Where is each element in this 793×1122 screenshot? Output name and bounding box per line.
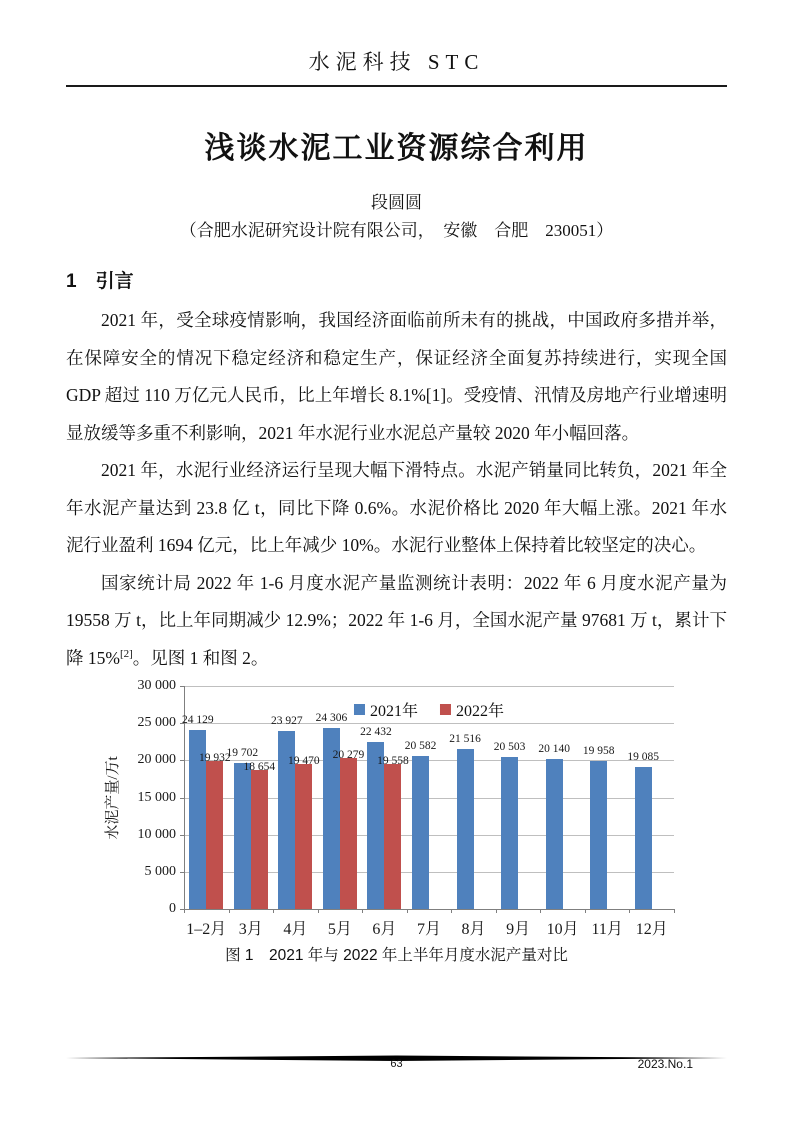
x-tick-label: 8月 — [461, 921, 486, 938]
bar-label-2021年-6月: 22 432 — [360, 726, 392, 739]
y-tick-label: 25 000 — [137, 715, 176, 731]
y-axis-title: 水泥产量/万t — [105, 755, 121, 840]
bar-label-2021年-8月: 21 516 — [449, 733, 481, 746]
bar-2022年-6月 — [384, 764, 401, 909]
x-tick-mark — [362, 909, 363, 913]
bar-label-2021年-5月: 24 306 — [315, 712, 348, 725]
y-tick-label: 30 000 — [137, 678, 176, 693]
section-1-heading: 1 引言 — [66, 271, 134, 292]
bar-2021年-8月 — [457, 749, 474, 909]
bar-2021年-6月 — [367, 742, 384, 909]
x-tick-label: 6月 — [372, 921, 397, 938]
x-tick-label: 4月 — [283, 921, 308, 938]
x-tick-mark — [540, 909, 541, 913]
article-title: 浅谈水泥工业资源综合利用 — [204, 132, 589, 165]
citation-2-superscript: [2] — [119, 647, 133, 660]
x-tick-mark — [451, 909, 452, 913]
bar-2021年-10月 — [546, 759, 563, 909]
paragraph-3-end: 。见图 1 和图 2。 — [132, 647, 269, 668]
bar-2021年-9月 — [501, 757, 518, 909]
y-tick-label: 5 000 — [144, 863, 176, 879]
x-tick-label: 3月 — [238, 921, 263, 938]
x-tick-mark — [184, 909, 185, 913]
bar-label-2022年-3月: 18 654 — [243, 761, 276, 774]
author-name: 段圆圆 — [371, 193, 422, 212]
bar-label-2021年-11月: 19 958 — [582, 744, 615, 757]
x-tick-label: 12月 — [635, 921, 668, 938]
bar-2022年-4月 — [295, 764, 312, 909]
bar-label-2022年-1–2月: 19 932 — [198, 751, 231, 764]
bar-label-2021年-1–2月: 24 129 — [181, 713, 214, 726]
x-tick-mark — [273, 909, 274, 913]
bar-2022年-3月 — [251, 770, 268, 909]
x-tick-label: 9月 — [506, 921, 531, 938]
journal-title: 水泥科技 STC — [308, 50, 485, 74]
x-tick-mark — [229, 909, 230, 913]
bar-label-2021年-7月: 20 582 — [404, 740, 437, 752]
author-affiliation: （合肥水泥研究设计院有限公司， 安徽 合肥 230051） — [179, 221, 614, 240]
bar-2021年-7月 — [412, 756, 429, 909]
y-tick-label: 15 000 — [137, 789, 176, 805]
y-tick-label: 20 000 — [137, 752, 176, 768]
y-tick-label: 0 — [169, 901, 176, 916]
legend-label: 2021年 — [369, 703, 418, 720]
x-tick-mark — [407, 909, 408, 913]
bar-2021年-12月 — [635, 767, 652, 909]
paragraph-1: 2021 年，受全球疫情影响，我国经济面临前所未有的挑战，中国政府多措并举，在保障安全的情况下稳定经济和稳定生产，保证经济全面复苏持续进行，实现全国 GDP 超过 110 万亿元人民币，比上年增长 8.1%[1]。受疫情、汛情及房地产行业增速明显放缓等多重不利影响，2021 年水泥行业水泥总产量较 2020 年小幅回落。 — [66, 310, 727, 443]
issue-number: 2023.No.1 — [637, 1057, 693, 1071]
legend-label: 2022年 — [456, 703, 505, 720]
bar-label-2021年-12月: 19 085 — [627, 751, 660, 764]
legend-item-2022年 — [440, 698, 504, 721]
bar-2021年-11月 — [590, 761, 607, 909]
paragraph-3-text: 国家统计局 2022 年 1-6 月度水泥产量监测统计表明：2022 年 6 月度水泥产量为 19558 万 t，比上年同期减少 12.9%；2022 年 1-6 月，全国水泥产量 97681 万 t，累计下降 15% — [66, 572, 727, 668]
x-tick-mark — [674, 909, 675, 913]
legend-swatch-icon — [440, 704, 451, 715]
x-tick-label: 11月 — [591, 921, 623, 938]
bar-2021年-3月 — [234, 763, 251, 909]
figure-1 — [66, 679, 727, 965]
x-tick-mark — [318, 909, 319, 913]
x-tick-label: 1–2月 — [186, 921, 227, 938]
bar-label-2021年-10月: 20 140 — [538, 743, 570, 756]
x-tick-mark — [585, 909, 586, 913]
y-tick-label: 10 000 — [137, 826, 176, 842]
bar-2022年-5月 — [340, 758, 357, 909]
legend-swatch-icon — [354, 704, 365, 715]
header-divider — [66, 85, 727, 87]
x-tick-label: 7月 — [416, 921, 441, 938]
bar-label-2021年-3月: 19 702 — [226, 746, 259, 759]
figure1-caption: 图 1 2021 年与 2022 年上半年月度水泥产量对比 — [225, 947, 568, 964]
gridline — [184, 686, 674, 687]
x-axis-line — [184, 909, 674, 910]
paragraph-2: 2021 年，水泥行业经济运行呈现大幅下滑特点。水泥产销量同比转负，2021 年全年水泥产量达到 23.8 亿 t，同比下降 0.6%。水泥价格比 2020 年大幅上涨。2021 年水泥行业盈利 1694 亿元，比上年减少 10%。水泥行业整体上保持着比较坚定的决心。 — [66, 460, 727, 555]
bar-label-2021年-9月: 20 503 — [493, 740, 526, 753]
bar-label-2021年-4月: 23 927 — [271, 715, 303, 728]
figure1-chart — [94, 679, 706, 937]
bar-label-2022年-5月: 20 279 — [332, 749, 365, 762]
bar-2022年-1–2月 — [206, 761, 223, 909]
x-tick-mark — [496, 909, 497, 913]
chart-legend — [354, 698, 504, 721]
page-number: 63 — [390, 1058, 403, 1070]
x-tick-mark — [629, 909, 630, 913]
legend-item-2021年 — [354, 698, 418, 721]
bar-label-2022年-4月: 19 470 — [288, 755, 320, 768]
x-tick-label: 10月 — [546, 921, 579, 938]
x-tick-label: 5月 — [327, 921, 352, 938]
bar-label-2022年-6月: 19 558 — [377, 754, 409, 767]
paragraph-3 — [66, 565, 727, 678]
footer-divider — [66, 1049, 727, 1056]
